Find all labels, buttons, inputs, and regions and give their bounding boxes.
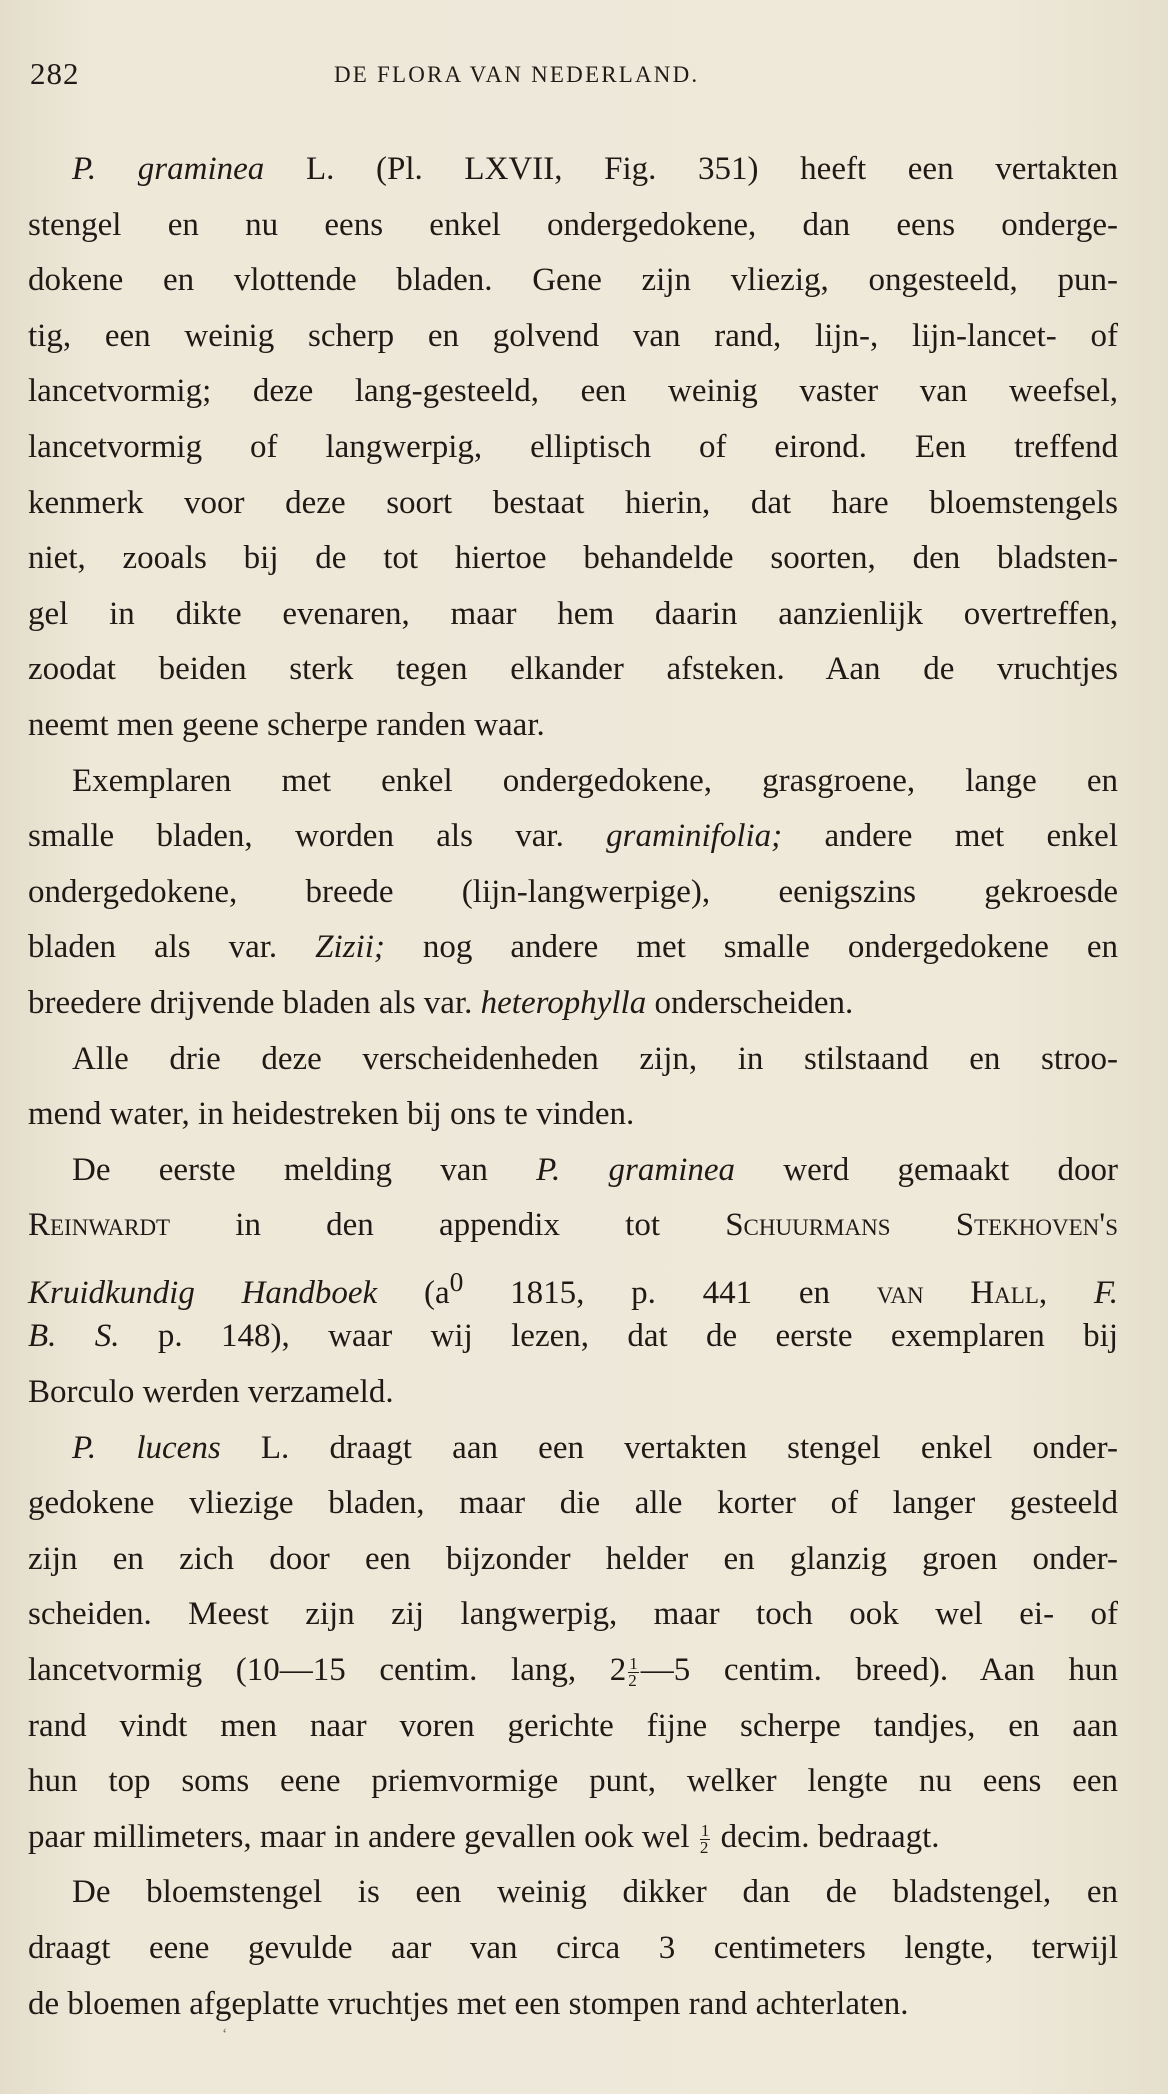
text-line: scheiden. Meest zijn zij langwerpig, maar toch ook wel ei- of	[28, 1596, 1118, 1633]
text-line: stengel en nu eens enkel ondergedokene, dan eens onderge-	[28, 206, 1118, 243]
text-line: smalle bladen, worden als var. graminifolia; andere met enkel	[28, 818, 1118, 855]
text-line: Exemplaren met enkel ondergedokene, grasgroene, lange en	[72, 762, 1118, 799]
text-line: ondergedokene, breede (lijn-langwerpige), eenigszins gekroesde	[28, 873, 1118, 910]
text-line: hun top soms eene priemvormige punt, welker lengte nu eens een	[28, 1763, 1118, 1800]
text-line: draagt eene gevulde aar van circa 3 centimeters lengte, terwijl	[28, 1930, 1118, 1966]
text-line: Kruidkundig Handboek ($a^0$ 1815, p. 441 en van Hall, F.	[28, 1265, 1119, 1311]
text-line: gedokene vliezige bladen, maar die alle korter of langer gesteeld	[28, 1485, 1118, 1522]
text-line: bladen als var. Zizii; nog andere met smalle ondergedokene en	[28, 929, 1119, 966]
text-line: mend water, in heidestreken bij ons te vinden.	[28, 1096, 635, 1133]
text-line: B. S. p. 148), waar wij lezen, dat de eerste exemplaren bij	[28, 1318, 1118, 1355]
text-line: P. lucens L. draagt aan een vertakten stengel enkel onder-	[72, 1429, 1118, 1466]
text-line: lancetvormig (10—15 centim. lang, 2 $\frac{1}{2}$ —5 centim. breed). Aan hun	[28, 1652, 1118, 1690]
text-line: rand vindt men naar voren gerichte fijne scherpe tandjes, en aan	[28, 1707, 1118, 1744]
text-line: lancetvormig; deze lang-gesteeld, een weinig vaster van weefsel,	[28, 373, 1118, 410]
text-line: P. graminea L. (Pl. LXVII, Fig. 351) heeft een vertakten	[72, 151, 1118, 187]
page-header	[30, 56, 1120, 96]
text-line: Borculo werden verzameld.	[28, 1374, 394, 1411]
text-line: Alle drie deze verscheidenheden zijn, in stilstaand en stroo-	[72, 1040, 1118, 1077]
page-number: 282	[30, 56, 80, 91]
text-line: paar millimeters, maar in andere gevallen ook wel $\frac{1}{2}$ decim. bedraagt.	[28, 1818, 940, 1857]
text-line: De bloemstengel is een weinig dikker dan de bladstengel, en	[72, 1874, 1118, 1911]
text-line: zijn en zich door een bijzonder helder en glanzig groen onder-	[28, 1540, 1118, 1577]
text-line: De eerste melding van P. graminea werd gemaakt door	[72, 1151, 1118, 1188]
text-line: breedere drijvende bladen als var. heterophylla onderscheiden.	[28, 984, 854, 1021]
body-text	[28, 142, 1118, 2032]
text-line: dokene en vlottende bladen. Gene zijn vliezig, ongesteeld, pun-	[28, 262, 1118, 299]
text-line: gel in dikte evenaren, maar hem daarin aanzienlijk overtreffen,	[28, 595, 1118, 632]
text-line: lancetvormig of langwerpig, elliptisch of eirond. Een treffend	[28, 428, 1118, 465]
text-line: neemt men geene scherpe randen waar.	[28, 706, 545, 743]
text-line: zoodat beiden sterk tegen elkander afsteken. Aan de vruchtjes	[28, 651, 1118, 688]
running-title: DE FLORA VAN NEDERLAND.	[334, 62, 700, 87]
text-line: tig, een weinig scherp en golvend van rand, lijn-, lijn-lancet- of	[28, 317, 1118, 354]
text-line: de bloemen afgeplatte vruchtjes met een stompen rand achterlaten.	[28, 1985, 909, 2022]
margin-mark: ‘	[222, 2026, 228, 2043]
text-line: Reinwardt in den appendix tot Schuurmans Stekhoven's	[28, 1207, 1118, 1244]
text-line: niet, zooals bij de tot hiertoe behandelde soorten, den bladsten-	[28, 540, 1118, 577]
text-line: kenmerk voor deze soort bestaat hierin, dat hare bloemstengels	[28, 484, 1118, 521]
